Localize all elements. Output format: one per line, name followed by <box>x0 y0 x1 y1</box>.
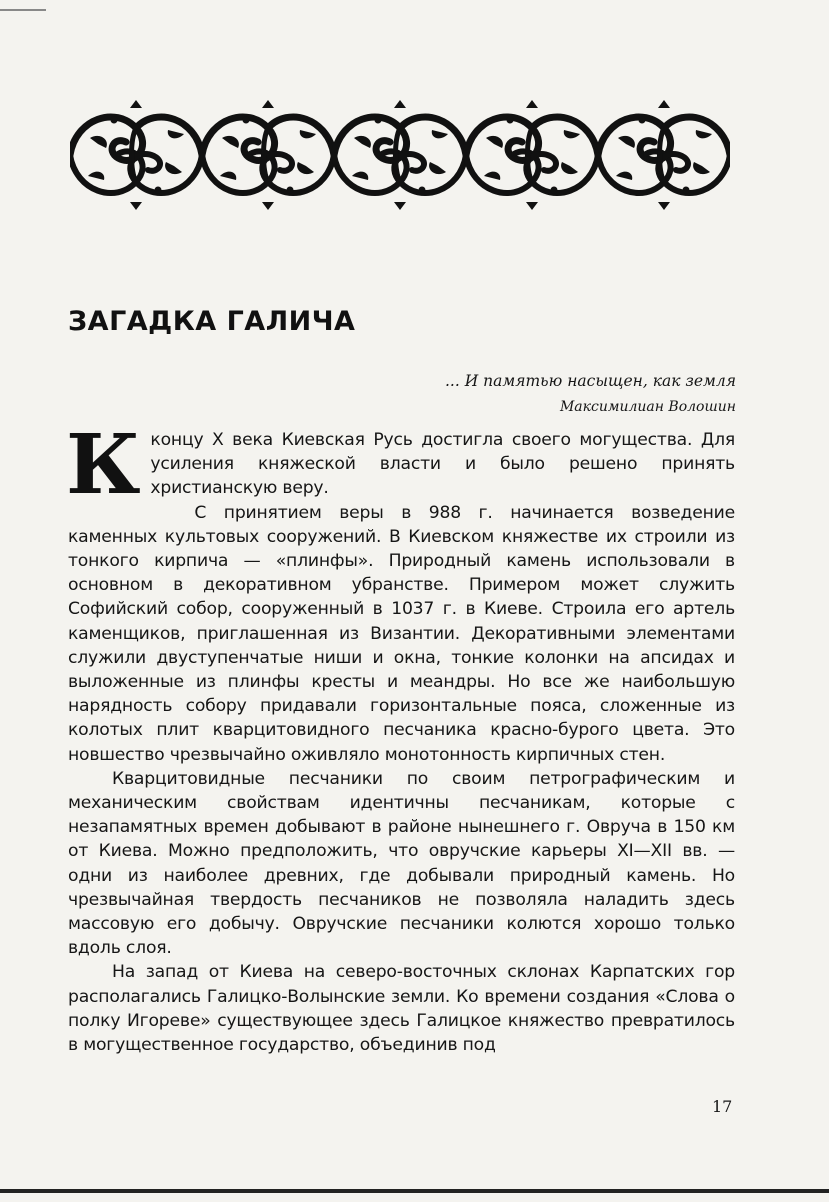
paragraph-3: Кварцитовидные песчаники по своим петрографическим и механическим свойствам идентичны песчаникам, которые с незапамятных времен добывают в районе нынешнего г. Овруча в 150 км от Киева. Можно предположить, что овручские карьеры XI—XII вв. — одни из наиболее древних, где добывали природный камень. Но чрезвычайная твердость песчаников не позволяла наладить здесь массовую его добычу. Овручские песчаники колются хорошо только вдоль слоя. <box>68 768 735 959</box>
epigraph-quote: ... И памятью насыщен, как земля <box>445 372 736 390</box>
body-text <box>66 417 735 1057</box>
drop-cap: К <box>66 417 141 513</box>
epigraph-author: Максимилиан Волошин <box>559 399 736 415</box>
scan-edge-bottom <box>0 1189 829 1193</box>
epigraph <box>445 368 736 420</box>
scan-edge-top <box>0 9 46 11</box>
chapter-title: ЗАГАДКА ГАЛИЧА <box>68 306 356 337</box>
paragraph-1-text: концу X века Киевская Русь достигла своего могущества. Для усиления княжеской власти и было решено принять христианскую веру. <box>150 430 735 499</box>
ornamental-header-band <box>70 98 730 213</box>
paragraph-4: На запад от Киева на северо-восточных склонах Карпатских гор располагались Галицко-Волынские земли. Ко времени создания «Слова о полку Игореве» существующее здесь Галицкое княжество превратилось в могущественное государство, объединив под <box>68 962 735 1056</box>
page-number: 17 <box>712 1097 733 1116</box>
paragraph-1 <box>66 417 735 513</box>
paragraph-2: С принятием веры в 988 г. начинается возведение каменных культовых сооружений. В Киевском княжестве их строили из тонкого кирпича — «плинфы». Природный камень использовали в основном в декоративном убранстве. Примером может служить Софийский собор, сооруженный в 1037 г. в Киеве. Строила его артель каменщиков, приглашенная из Византии. Декоративными элементами служили двуступенчатые ниши и окна, тонкие колонки на апсидах и выложенные из плинфы кресты и меандры. Но все же наибольшую нарядность собору придавали горизонтальные пояса, сложенные из колотых плит кварцитовидного песчаника красно-бурого цвета. Это новшество чрезвычайно оживляло монотонность кирпичных стен. <box>68 502 735 765</box>
